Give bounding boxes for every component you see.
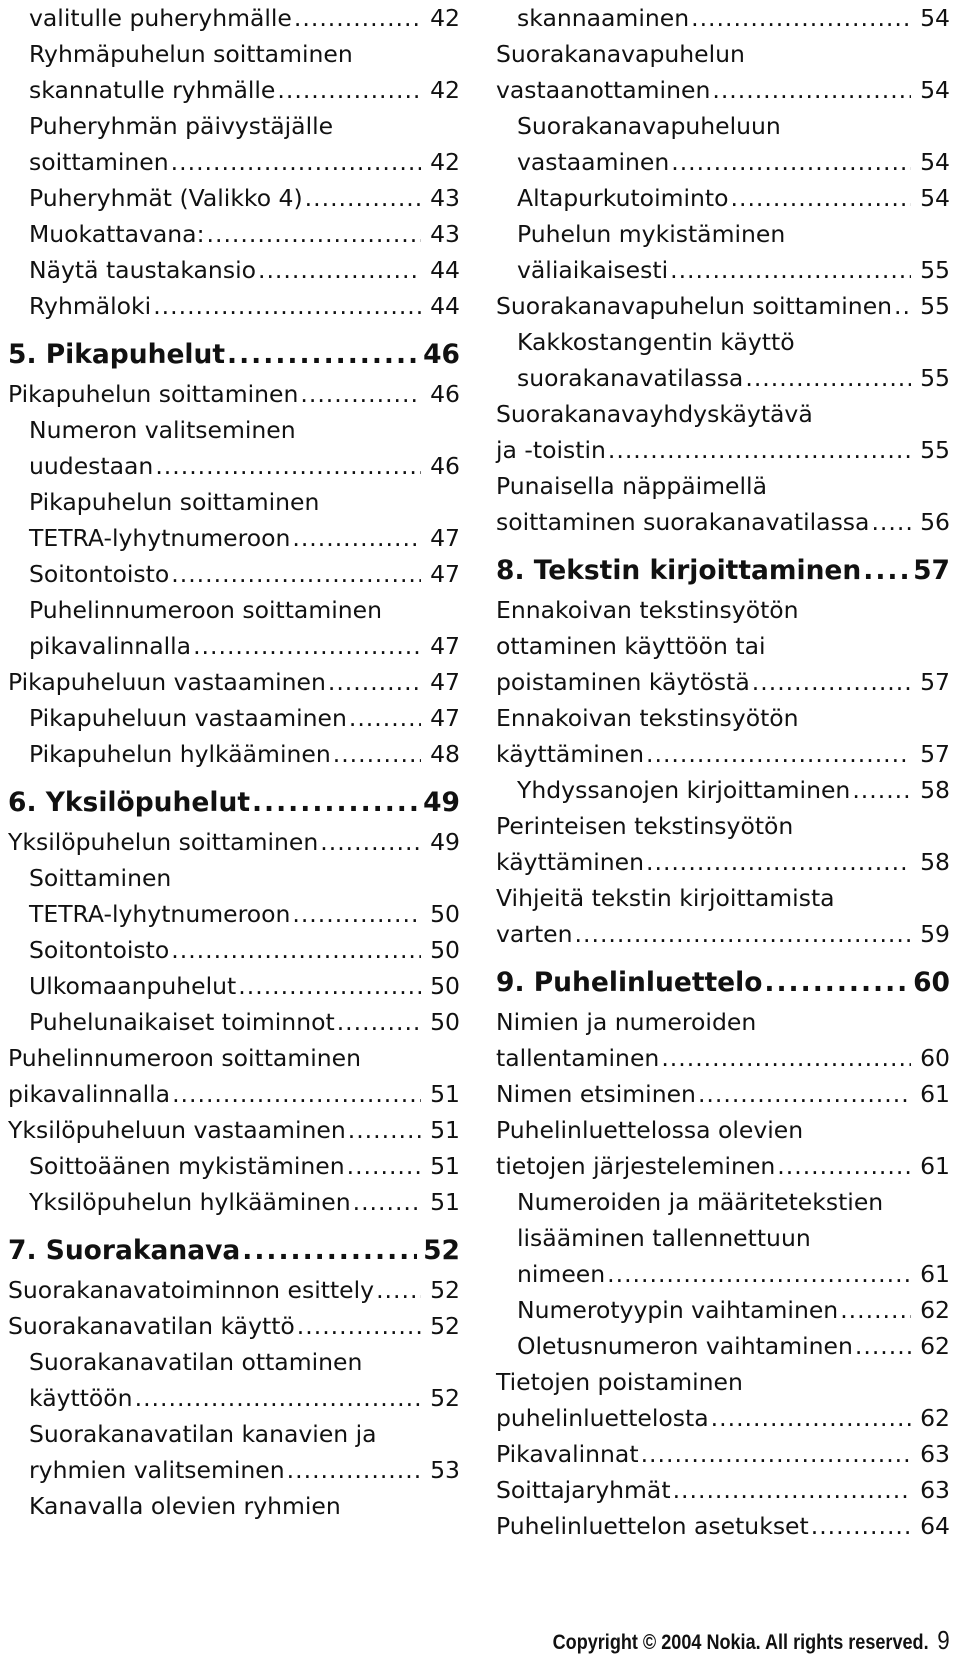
toc-entry-title: käyttöön — [29, 1384, 133, 1412]
toc-page-number: 55 — [920, 436, 950, 464]
dot-leader — [863, 552, 907, 590]
toc-page-number: 55 — [920, 256, 950, 284]
toc-entry-title: Puheryhmät (Valikko 4) — [29, 184, 303, 212]
toc-page-number: 51 — [430, 1152, 460, 1180]
toc-page-number: 53 — [430, 1456, 460, 1484]
toc-entry-title: Puhelinnumeroon soittaminen — [8, 1044, 362, 1072]
toc-entry-title: Kanavalla olevien ryhmien — [29, 1492, 341, 1520]
toc-entry-title: väliaikaisesti — [517, 256, 669, 284]
toc-page-number: 61 — [920, 1080, 950, 1108]
toc-entry-title: Suorakanavatilan ottaminen — [29, 1348, 363, 1376]
toc-entry — [8, 1488, 460, 1524]
toc-entry — [8, 1308, 460, 1344]
toc-right-column — [496, 0, 950, 1544]
toc-entry — [496, 1040, 950, 1076]
toc-entry — [8, 1452, 460, 1488]
dot-leader — [193, 628, 421, 664]
toc-entry — [496, 468, 950, 504]
toc-entry-title: Puhelun mykistäminen — [517, 220, 786, 248]
toc-entry — [8, 736, 460, 772]
toc-entry-title: nimeen — [517, 1260, 606, 1288]
dot-leader — [670, 252, 911, 288]
toc-entry — [8, 664, 460, 700]
toc-entry-title: lisääminen tallennettuun — [517, 1224, 811, 1252]
toc-entry — [496, 108, 950, 144]
toc-page-number: 42 — [430, 76, 460, 104]
dot-leader — [691, 0, 911, 36]
toc-entry — [8, 520, 460, 556]
toc-entry — [496, 1076, 950, 1112]
toc-entry — [8, 968, 460, 1004]
dot-leader — [171, 144, 421, 180]
toc-page-number: 55 — [920, 364, 950, 392]
toc-entry — [496, 916, 950, 952]
dot-leader — [646, 736, 911, 772]
toc-entry — [496, 1292, 950, 1328]
dot-leader — [646, 844, 911, 880]
toc-entry — [496, 288, 950, 324]
toc-entry — [8, 896, 460, 932]
toc-entry — [8, 860, 460, 896]
toc-entry — [496, 664, 950, 700]
toc-entry-title: Yksilöpuhelun soittaminen — [8, 828, 319, 856]
toc-entry-title: skannatulle ryhmälle — [29, 76, 276, 104]
toc-entry — [496, 700, 950, 736]
toc-page-number: 49 — [430, 828, 460, 856]
toc-entry-title: ja -toistin — [496, 436, 606, 464]
toc-page-number: 50 — [430, 972, 460, 1000]
toc-entry — [8, 0, 460, 36]
toc-left-column — [8, 0, 460, 1524]
toc-entry — [8, 252, 460, 288]
toc-entry — [8, 288, 460, 324]
toc-page-number: 58 — [920, 848, 950, 876]
toc-entry-title: Vihjeitä tekstin kirjoittamista — [496, 884, 835, 912]
dot-leader — [871, 504, 911, 540]
toc-entry-title: puhelinluettelosta — [496, 1404, 709, 1432]
toc-page-number: 42 — [430, 4, 460, 32]
copyright-notice: Copyright © 2004 Nokia. All rights reserved. — [552, 1631, 929, 1654]
toc-entry-title: Suorakanavapuheluun — [517, 112, 781, 140]
dot-leader — [641, 1436, 911, 1472]
toc-entry-title: Näytä taustakansio — [29, 256, 256, 284]
toc-entry — [496, 844, 950, 880]
toc-entry-title: Suorakanavapuhelun soittaminen — [496, 292, 893, 320]
toc-entry-title: Suorakanavatilan käyttö — [8, 1312, 295, 1340]
toc-page-number: 64 — [920, 1512, 950, 1540]
toc-entry-title: Altapurkutoiminto — [517, 184, 729, 212]
toc-page-number: 57 — [920, 668, 950, 696]
toc-entry-title: skannaaminen — [517, 4, 690, 32]
toc-section-heading — [496, 964, 950, 1002]
toc-page-number: 61 — [920, 1152, 950, 1180]
toc-entry-title: soittaminen suorakanavatilassa — [496, 508, 870, 536]
toc-entry — [496, 36, 950, 72]
dot-leader — [777, 1148, 911, 1184]
toc-page-number: 52 — [430, 1312, 460, 1340]
dot-leader — [292, 896, 421, 932]
toc-entry-title: Numeroiden ja määritetekstien — [517, 1188, 884, 1216]
toc-entry — [496, 360, 950, 396]
toc-page-number: 47 — [430, 560, 460, 588]
dot-leader — [333, 736, 421, 772]
toc-entry-title: Suorakanavatoiminnon esittely — [8, 1276, 375, 1304]
toc-entry — [8, 484, 460, 520]
toc-entry-title: Numerotyypin vaihtaminen — [517, 1296, 839, 1324]
toc-page-number: 55 — [920, 292, 950, 320]
toc-page-number: 60 — [913, 967, 950, 998]
dot-leader — [353, 1184, 421, 1220]
dot-leader — [242, 1232, 417, 1270]
toc-entry-title: Puhelinnumeroon soittaminen — [29, 596, 383, 624]
dot-leader — [292, 520, 421, 556]
toc-entry-title: pikavalinnalla — [8, 1080, 171, 1108]
toc-entry-title: Pikavalinnat — [496, 1440, 639, 1468]
toc-page-number: 57 — [913, 555, 950, 586]
toc-entry-title: Puhelinluettelon asetukset — [496, 1512, 809, 1540]
toc-entry — [8, 108, 460, 144]
toc-entry-title: vastaanottaminen — [496, 76, 711, 104]
toc-entry — [496, 1328, 950, 1364]
toc-entry-title: suorakanavatilassa — [517, 364, 744, 392]
toc-entry-title: 6. Yksilöpuhelut — [8, 787, 250, 818]
page-footer — [553, 1624, 950, 1659]
toc-page-number: 62 — [920, 1296, 950, 1324]
toc-page-number: 63 — [920, 1476, 950, 1504]
toc-page-number: 47 — [430, 668, 460, 696]
dot-leader — [258, 252, 421, 288]
toc-entry — [8, 448, 460, 484]
dot-leader — [287, 1452, 421, 1488]
toc-entry-title: Yksilöpuheluun vastaaminen — [8, 1116, 346, 1144]
dot-leader — [698, 1076, 911, 1112]
toc-entry — [496, 144, 950, 180]
toc-page-number: 46 — [430, 380, 460, 408]
toc-entry-title: varten — [496, 920, 573, 948]
toc-entry-title: uudestaan — [29, 452, 154, 480]
dot-leader — [661, 1040, 911, 1076]
toc-page-number: 50 — [430, 936, 460, 964]
toc-entry — [8, 1184, 460, 1220]
dot-leader — [745, 360, 911, 396]
toc-entry — [496, 1112, 950, 1148]
toc-entry — [496, 216, 950, 252]
toc-page-number: 54 — [920, 4, 950, 32]
toc-page-number: 52 — [430, 1384, 460, 1412]
dot-leader — [238, 968, 421, 1004]
toc-entry — [496, 880, 950, 916]
toc-entry-title: Yhdyssanojen kirjoittaminen — [517, 776, 851, 804]
toc-entry — [8, 1040, 460, 1076]
toc-entry-title: Ulkomaanpuhelut — [29, 972, 237, 1000]
toc-entry-title: ottaminen käyttöön tai — [496, 632, 766, 660]
toc-entry — [496, 324, 950, 360]
toc-entry — [496, 1472, 950, 1508]
toc-entry — [8, 1344, 460, 1380]
toc-entry — [8, 1380, 460, 1416]
dot-leader — [348, 1112, 421, 1148]
toc-page-number: 59 — [920, 920, 950, 948]
toc-page-number: 50 — [430, 900, 460, 928]
toc-entry-title: Tietojen poistaminen — [496, 1368, 743, 1396]
toc-entry — [8, 628, 460, 664]
toc-entry-title: Numeron valitseminen — [29, 416, 296, 444]
toc-page-number: 51 — [430, 1116, 460, 1144]
dot-leader — [671, 144, 911, 180]
dot-leader — [852, 772, 911, 808]
dot-leader — [297, 1308, 421, 1344]
toc-entry-title: Pikapuheluun vastaaminen — [29, 704, 347, 732]
dot-leader — [227, 336, 417, 374]
toc-entry — [496, 252, 950, 288]
toc-entry — [496, 1220, 950, 1256]
toc-entry — [496, 772, 950, 808]
toc-section-heading — [496, 552, 950, 590]
toc-page-number: 46 — [423, 339, 460, 370]
toc-entry — [496, 0, 950, 36]
toc-page-number: 54 — [920, 76, 950, 104]
toc-entry-title: Suorakanavatilan kanavien ja — [29, 1420, 377, 1448]
toc-entry-title: Pikapuhelun soittaminen — [8, 380, 299, 408]
toc-entry-title: Suorakanavapuhelun — [496, 40, 745, 68]
dot-leader — [277, 72, 421, 108]
toc-section-heading — [8, 1232, 460, 1270]
toc-page-number: 44 — [430, 292, 460, 320]
dot-leader — [811, 1508, 911, 1544]
toc-entry — [496, 1184, 950, 1220]
toc-page-number: 43 — [430, 220, 460, 248]
toc-entry — [496, 1436, 950, 1472]
dot-leader — [752, 664, 911, 700]
dot-leader — [894, 288, 911, 324]
toc-entry-title: Soittaminen — [29, 864, 172, 892]
toc-entry — [8, 700, 460, 736]
toc-page-number: 49 — [423, 787, 460, 818]
toc-entry-title: poistaminen käytöstä — [496, 668, 750, 696]
dot-leader — [349, 700, 421, 736]
toc-entry-title: 7. Suorakanava — [8, 1235, 241, 1266]
toc-entry-title: 5. Pikapuhelut — [8, 339, 226, 370]
toc-entry — [496, 72, 950, 108]
dot-leader — [376, 1272, 421, 1308]
dot-leader — [172, 1076, 421, 1112]
toc-entry — [496, 180, 950, 216]
toc-entry — [8, 216, 460, 252]
toc-entry-title: Nimien ja numeroiden — [496, 1008, 757, 1036]
toc-page-number: 56 — [920, 508, 950, 536]
dot-leader — [294, 0, 421, 36]
dot-leader — [135, 1380, 421, 1416]
toc-page-number: 63 — [920, 1440, 950, 1468]
toc-entry-title: Yksilöpuhelun hylkääminen — [29, 1188, 351, 1216]
toc-page-number: 44 — [430, 256, 460, 284]
toc-entry-title: tallentaminen — [496, 1044, 660, 1072]
toc-entry-title: Soitontoisto — [29, 560, 170, 588]
toc-entry-title: Pikapuhelun hylkääminen — [29, 740, 331, 768]
dot-leader — [711, 1400, 911, 1436]
toc-entry — [496, 504, 950, 540]
toc-page-number: 58 — [920, 776, 950, 804]
toc-page-number: 47 — [430, 524, 460, 552]
toc-entry-title: Pikapuhelun soittaminen — [29, 488, 320, 516]
toc-page-number: 42 — [430, 148, 460, 176]
toc-entry-title: 8. Tekstin kirjoittaminen — [496, 555, 862, 586]
toc-entry — [8, 36, 460, 72]
toc-entry — [496, 432, 950, 468]
dot-leader — [608, 432, 911, 468]
toc-page-number: 54 — [920, 184, 950, 212]
toc-entry — [8, 1148, 460, 1184]
toc-entry-title: Kakkostangentin käyttö — [517, 328, 795, 356]
dot-leader — [320, 824, 421, 860]
dot-leader — [337, 1004, 421, 1040]
toc-entry-title: Ryhmäloki — [29, 292, 152, 320]
toc-entry — [8, 592, 460, 628]
toc-entry-title: Ryhmäpuhelun soittaminen — [29, 40, 353, 68]
toc-entry — [496, 1256, 950, 1292]
toc-entry-title: Soitontoisto — [29, 936, 170, 964]
dot-leader — [305, 180, 421, 216]
toc-page-number: 51 — [430, 1080, 460, 1108]
toc-entry-title: Perinteisen tekstinsyötön — [496, 812, 794, 840]
toc-page-number: 52 — [423, 1235, 460, 1266]
toc-page-number: 51 — [430, 1188, 460, 1216]
toc-entry — [8, 72, 460, 108]
dot-leader — [575, 916, 911, 952]
toc-entry-title: Pikapuheluun vastaaminen — [8, 668, 326, 696]
page-number: 9 — [937, 1625, 950, 1655]
toc-entry-title: pikavalinnalla — [29, 632, 192, 660]
toc-entry-title: vastaaminen — [517, 148, 670, 176]
dot-leader — [155, 448, 421, 484]
toc-entry-title: TETRA-lyhytnumeroon — [29, 524, 291, 552]
toc-section-heading — [8, 784, 460, 822]
toc-entry-title: Nimen etsiminen — [496, 1080, 696, 1108]
toc-entry-title: Soittajaryhmät — [496, 1476, 671, 1504]
toc-entry-title: Ennakoivan tekstinsyötön — [496, 704, 799, 732]
toc-page-number: 54 — [920, 148, 950, 176]
toc-entry — [496, 592, 950, 628]
toc-page-number: 47 — [430, 704, 460, 732]
toc-entry-title: Puhelunaikaiset toiminnot — [29, 1008, 335, 1036]
toc-entry — [496, 396, 950, 432]
toc-entry-title: valitulle puheryhmälle — [29, 4, 292, 32]
toc-entry-title: Punaisella näppäimellä — [496, 472, 767, 500]
toc-entry-title: Suorakanavayhdyskäytävä — [496, 400, 813, 428]
toc-page-number: 62 — [920, 1332, 950, 1360]
toc-page-number: 48 — [430, 740, 460, 768]
toc-entry — [496, 1364, 950, 1400]
dot-leader — [712, 72, 911, 108]
toc-entry-title: käyttäminen — [496, 848, 644, 876]
toc-entry-title: Puheryhmän päivystäjälle — [29, 112, 334, 140]
toc-page-number: 46 — [430, 452, 460, 480]
toc-entry-title: soittaminen — [29, 148, 169, 176]
dot-leader — [171, 932, 421, 968]
toc-entry-title: ryhmien valitseminen — [29, 1456, 285, 1484]
toc-entry — [496, 1004, 950, 1040]
toc-entry — [8, 412, 460, 448]
toc-entry-title: Ennakoivan tekstinsyötön — [496, 596, 799, 624]
toc-entry — [496, 808, 950, 844]
dot-leader — [840, 1292, 911, 1328]
toc-section-heading — [8, 336, 460, 374]
toc-entry-title: Muokattavana: — [29, 220, 205, 248]
toc-entry-title: 9. Puhelinluettelo — [496, 967, 763, 998]
dot-leader — [855, 1328, 911, 1364]
dot-leader — [731, 180, 912, 216]
dot-leader — [607, 1256, 911, 1292]
toc-page-number: 62 — [920, 1404, 950, 1432]
toc-entry-title: TETRA-lyhytnumeroon — [29, 900, 291, 928]
toc-page-number: 60 — [920, 1044, 950, 1072]
toc-entry — [496, 1508, 950, 1544]
toc-page-number: 57 — [920, 740, 950, 768]
toc-entry-title: tietojen järjesteleminen — [496, 1152, 776, 1180]
toc-entry — [496, 628, 950, 664]
toc-entry — [8, 556, 460, 592]
toc-entry-title: Oletusnumeron vaihtaminen — [517, 1332, 853, 1360]
toc-page-number: 43 — [430, 184, 460, 212]
dot-leader — [207, 216, 422, 252]
toc-entry — [8, 1076, 460, 1112]
dot-leader — [153, 288, 421, 324]
dot-leader — [171, 556, 421, 592]
toc-entry — [8, 1416, 460, 1452]
toc-entry — [8, 180, 460, 216]
toc-page-number: 47 — [430, 632, 460, 660]
toc-entry — [8, 144, 460, 180]
toc-entry — [8, 1004, 460, 1040]
toc-entry — [8, 1112, 460, 1148]
toc-entry — [496, 1148, 950, 1184]
dot-leader — [328, 664, 421, 700]
dot-leader — [347, 1148, 421, 1184]
dot-leader — [252, 784, 417, 822]
toc-page-number: 52 — [430, 1276, 460, 1304]
toc-page-number: 50 — [430, 1008, 460, 1036]
toc-entry — [8, 376, 460, 412]
toc-entry — [8, 1272, 460, 1308]
toc-entry — [496, 736, 950, 772]
toc-page-number: 61 — [920, 1260, 950, 1288]
toc-entry — [496, 1400, 950, 1436]
toc-entry — [8, 824, 460, 860]
dot-leader — [673, 1472, 911, 1508]
toc-entry-title: käyttäminen — [496, 740, 644, 768]
toc-entry-title: Soittoäänen mykistäminen — [29, 1152, 345, 1180]
toc-entry — [8, 932, 460, 968]
dot-leader — [300, 376, 421, 412]
toc-entry-title: Puhelinluettelossa olevien — [496, 1116, 804, 1144]
dot-leader — [764, 964, 907, 1002]
